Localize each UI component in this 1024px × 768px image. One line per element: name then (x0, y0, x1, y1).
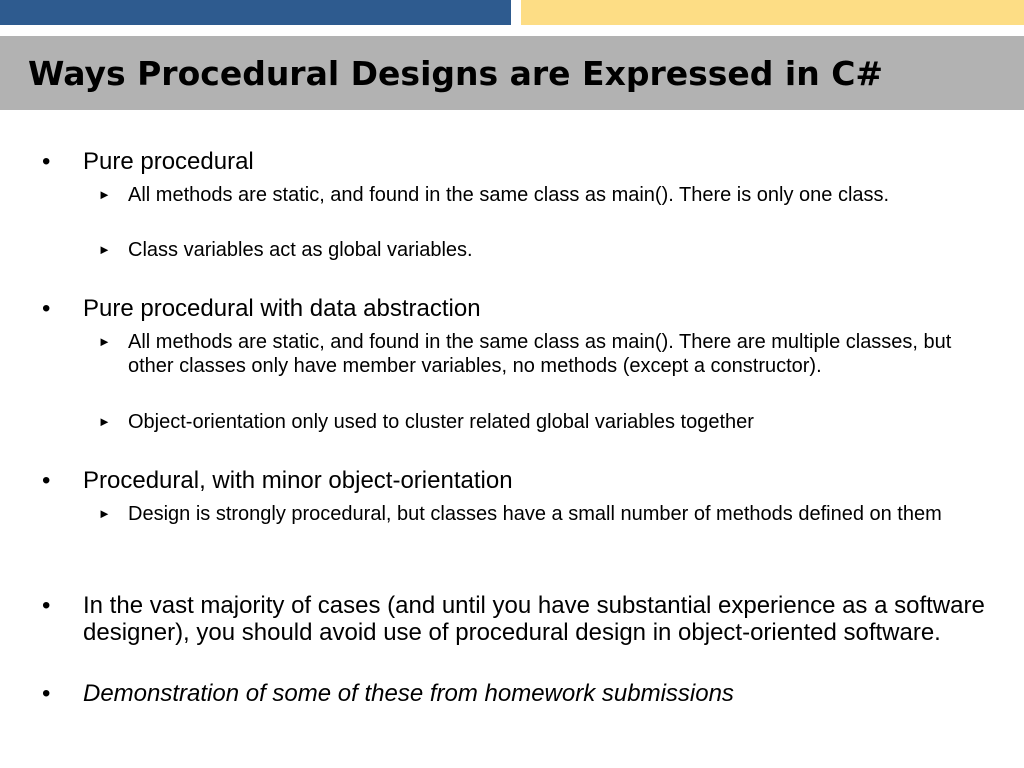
triangle-bullet-icon: ► (98, 187, 111, 202)
triangle-bullet-icon: ► (98, 506, 111, 521)
triangle-bullet-icon: ► (98, 242, 111, 257)
triangle-bullet-icon: ► (98, 414, 111, 429)
sub-bullet-text: All methods are static, and found in the same class as main(). There is only one class. (128, 184, 890, 206)
bullet-text: Procedural, with minor object-orientation (83, 467, 513, 494)
bullet-dot-icon: • (42, 148, 51, 175)
bullet-text: Pure procedural with data abstraction (83, 295, 481, 322)
bullet-dot-icon: • (42, 592, 51, 619)
sub-bullet-text: Object-orientation only used to cluster related global variables together (128, 411, 754, 433)
sub-bullet-text: Class variables act as global variables. (128, 239, 473, 261)
sub-bullet-text: Design is strongly procedural, but classes have a small number of methods defined on them (128, 503, 942, 525)
bullet-dot-icon: • (42, 467, 51, 494)
triangle-bullet-icon: ► (98, 334, 111, 349)
bullet-dot-icon: • (42, 680, 51, 707)
sub-bullet-text: All methods are static, and found in the same class as main(). There are multiple classes, but other classes only have member variables, no methods (except a constructor). (128, 331, 952, 377)
bullet-text: Pure procedural (83, 148, 254, 175)
bullet-text: Demonstration of some of these from homework submissions (83, 680, 734, 707)
bullet-dot-icon: • (42, 295, 51, 322)
bullet-text: In the vast majority of cases (and until you have substantial experience as a software designer), you should avoid use of procedural design in object-oriented software. (83, 592, 985, 646)
slide-title: Ways Procedural Designs are Expressed in C# (28, 54, 884, 93)
